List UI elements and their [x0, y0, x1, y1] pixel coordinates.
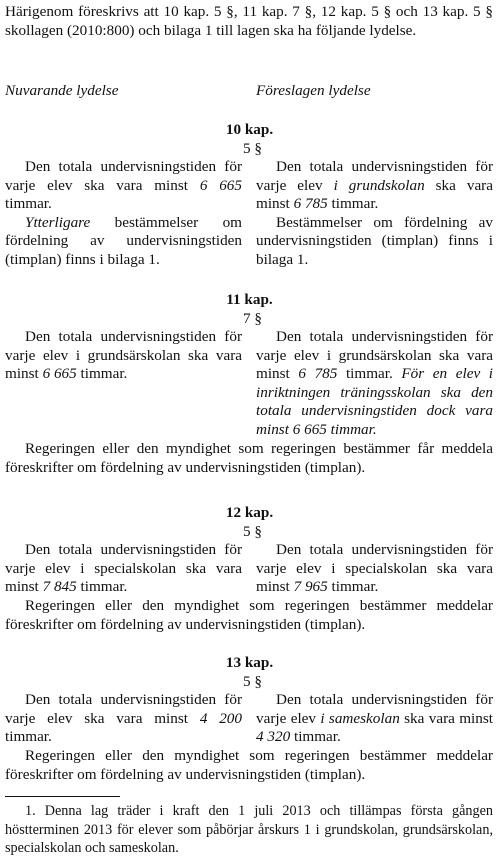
chapter-10-comparison	[5, 158, 493, 270]
intro-paragraph: Härigenom föreskrivs att 10 kap. 5 §, 11 kap. 7 §, 12 kap. 5 § och 13 kap. 5 § skollagen (2010:800) och bilaga 1 till lagen ska ha följande lydelse.	[5, 3, 493, 39]
current-text-column	[5, 691, 242, 747]
current-text-column	[5, 541, 242, 597]
footnote-divider	[5, 796, 120, 797]
common-paragraph: Regeringen eller den myndighet som regeringen bestämmer meddelar föreskrifter om fördelning av undervisningstiden (timplan).	[5, 597, 493, 633]
current-text-column	[5, 328, 242, 440]
proposed-text-column	[256, 541, 493, 597]
section-label: 5 §	[243, 672, 262, 690]
current-paragraph: Den totala undervisningstiden för varje elev ska vara minst 6 665 timmar.	[5, 158, 242, 213]
current-paragraph: Den totala undervisningstiden för varje elev i grundsärskolan ska vara minst 6 665 timmar.	[5, 328, 242, 383]
common-paragraph: Regeringen eller den myndighet som regeringen bestämmer meddelar föreskrifter om fördelning av undervisningstiden (timplan).	[5, 747, 493, 783]
current-text-column	[5, 158, 242, 270]
proposed-paragraph: Bestämmelser om fördelning av undervisningstiden (timplan) finns i bilaga 1.	[256, 213, 493, 268]
proposed-paragraph: Den totala undervisningstiden för varje elev i grundskolan ska vara minst 6 785 timmar.	[256, 158, 493, 213]
section-label: 5 §	[243, 522, 262, 540]
chapter-13-comparison	[5, 691, 493, 747]
chapter-11-heading	[0, 291, 499, 328]
column-heading-proposed: Föreslagen lydelse	[256, 82, 371, 99]
proposed-paragraph: Den totala undervisningstiden för varje elev i sameskolan ska vara minst 4 320 timmar.	[256, 691, 493, 746]
proposed-paragraph: Den totala undervisningstiden för varje elev i grundsärskolan ska vara minst 6 785 timmar. För en elev i inriktningen träningsskolan ska den totala undervisningstiden dock vara minst 6 665 timmar.	[256, 328, 494, 438]
current-paragraph: Den totala undervisningstiden för varje elev i specialskolan ska vara minst 7 845 timmar.	[5, 541, 242, 596]
chapter-10-heading	[0, 121, 499, 158]
proposed-text-column	[256, 328, 493, 440]
chapter-13-heading	[0, 654, 499, 691]
section-label: 5 §	[243, 139, 262, 157]
current-paragraph: Den totala undervisningstiden för varje elev ska vara minst 4 200 timmar.	[5, 691, 242, 746]
chapter-12-heading	[0, 504, 499, 541]
chapter-label: 13 kap.	[225, 654, 274, 671]
chapter-label: 10 kap.	[225, 121, 274, 138]
proposed-text-column	[256, 158, 493, 270]
section-label: 7 §	[243, 309, 262, 327]
proposed-text-column	[256, 691, 493, 747]
common-paragraph: Regeringen eller den myndighet som regeringen bestämmer får meddela föreskrifter om fördelning av undervisningstiden (timplan).	[5, 440, 493, 476]
footnote: 1. Denna lag träder i kraft den 1 juli 2013 och tillämpas första gången höstterminen 2013 för elever som påbörjar årskurs 1 i grundskolan, grundsärskolan, specialskolan och sameskolan.	[5, 803, 493, 857]
proposed-paragraph: Den totala undervisningstiden för varje elev i specialskolan ska vara minst 7 965 timmar.	[256, 541, 493, 596]
chapter-11-comparison	[5, 328, 493, 440]
chapter-label: 11 kap.	[226, 291, 273, 308]
current-paragraph: Ytterligare bestämmelser om fördelning av undervisningstiden (timplan) finns i bilaga 1.	[5, 213, 242, 268]
chapter-label: 12 kap.	[225, 504, 274, 521]
column-heading-current: Nuvarande lydelse	[5, 82, 119, 99]
chapter-12-comparison	[5, 541, 493, 597]
